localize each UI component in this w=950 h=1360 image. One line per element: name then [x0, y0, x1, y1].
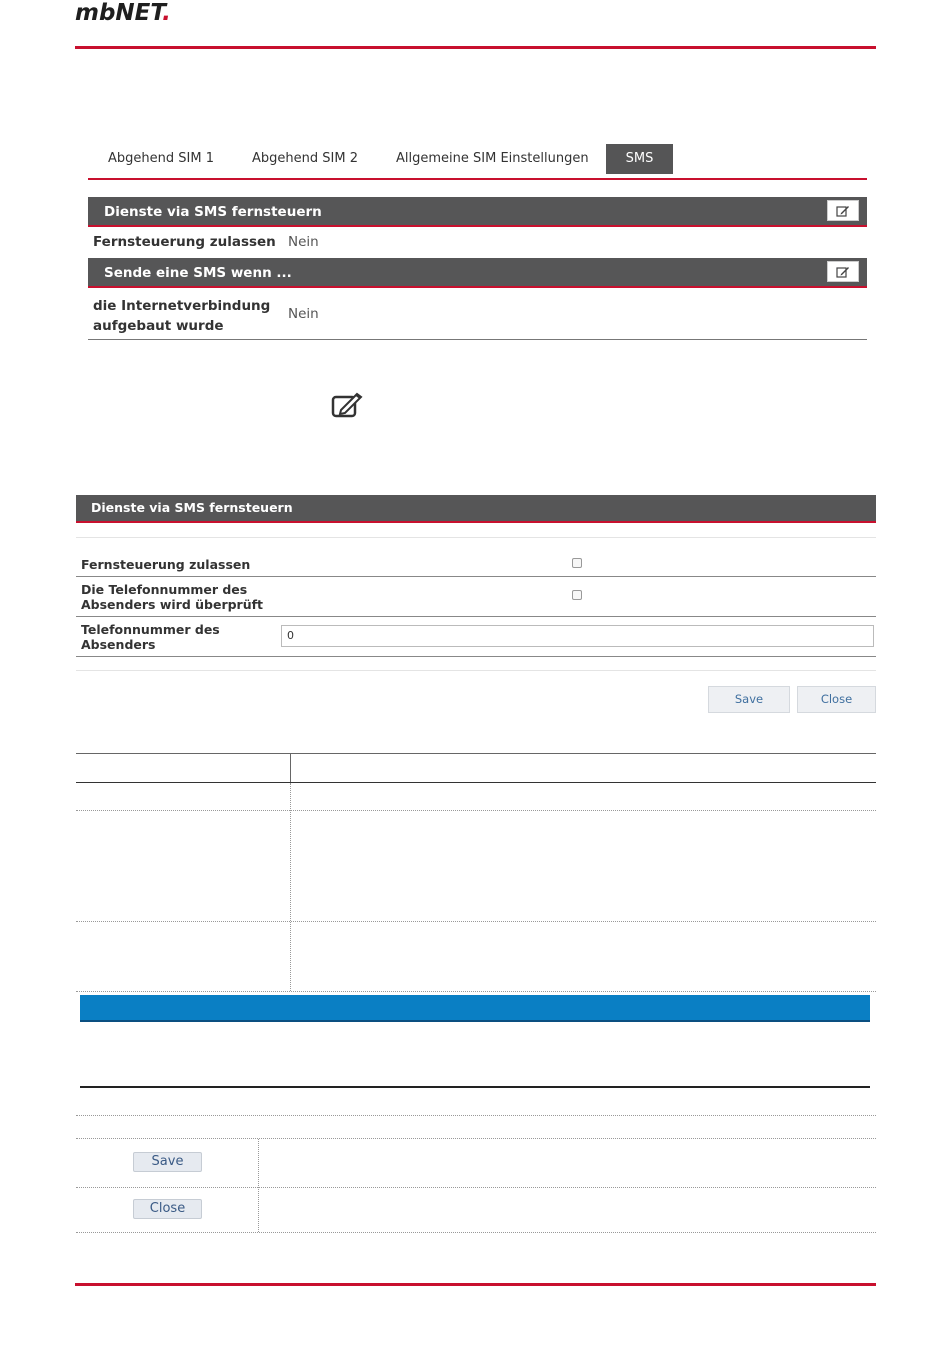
edit-icon [836, 205, 850, 217]
header-divider [75, 46, 876, 49]
footer-divider [75, 1283, 876, 1286]
section-header-send-sms [88, 258, 867, 288]
verify-number-checkbox[interactable] [572, 590, 582, 600]
tab-abgehend-sim-2[interactable]: Abgehend SIM 2 [252, 151, 358, 166]
row-divider [76, 576, 876, 577]
row-label-internet-connected: die Internetverbindung aufgebaut wurde [93, 298, 271, 334]
edit-icon [330, 392, 366, 420]
panel-bottom-divider [88, 339, 867, 340]
table-row-divider [76, 1138, 876, 1139]
remote-allow-checkbox[interactable] [572, 558, 582, 568]
section-header-remote-control [88, 197, 867, 227]
legend-close-button[interactable]: Close [133, 1199, 202, 1219]
close-button[interactable]: Close [797, 686, 876, 713]
table-rule [80, 1086, 870, 1088]
table-row-divider [76, 1115, 876, 1116]
form-title: Dienste via SMS fernsteuern [91, 500, 293, 515]
field-label-sender-number: Telefonnummer des Absenders [81, 622, 220, 652]
tab-sms[interactable]: SMS [606, 144, 673, 174]
table-column-divider [290, 783, 291, 991]
field-label-verify-number: Die Telefonnummer des Absenders wird überprüft [81, 582, 264, 612]
edit-button[interactable] [827, 261, 859, 282]
row-divider [76, 616, 876, 617]
tab-abgehend-sim-1[interactable]: Abgehend SIM 1 [108, 151, 214, 166]
table-top-rule [76, 753, 876, 754]
table-row-divider [76, 1187, 876, 1188]
row-value-internet-connected: Nein [288, 306, 319, 322]
legend-save-button[interactable]: Save [133, 1152, 202, 1172]
table-row-divider [76, 991, 876, 992]
row-divider [76, 656, 876, 657]
table-header-divider [290, 753, 291, 782]
table-row-divider [76, 921, 876, 922]
row-label-remote-allow: Fernsteuerung zulassen [93, 234, 276, 250]
form-bottom-divider [76, 670, 876, 671]
tab-bar [88, 144, 867, 180]
section-title: Dienste via SMS fernsteuern [104, 204, 322, 220]
sender-number-input[interactable]: 0 [281, 625, 874, 647]
form-header [76, 495, 876, 523]
form-top-divider [76, 537, 876, 538]
field-label-remote-allow: Fernsteuerung zulassen [81, 557, 251, 572]
save-button[interactable]: Save [708, 686, 790, 713]
section-title: Sende eine SMS wenn ... [104, 265, 292, 281]
table-row-divider [76, 810, 876, 811]
edit-icon [836, 266, 850, 278]
tab-allgemeine-sim-einstellungen[interactable]: Allgemeine SIM Einstellungen [396, 151, 589, 166]
row-value-remote-allow: Nein [288, 234, 319, 250]
table-header-rule [76, 782, 876, 783]
table-header-bar [80, 995, 870, 1022]
table-row-divider [76, 1232, 876, 1233]
table-column-divider [258, 1139, 259, 1232]
mbnet-logo: mbNET. [75, 0, 171, 26]
edit-button[interactable] [827, 200, 859, 221]
